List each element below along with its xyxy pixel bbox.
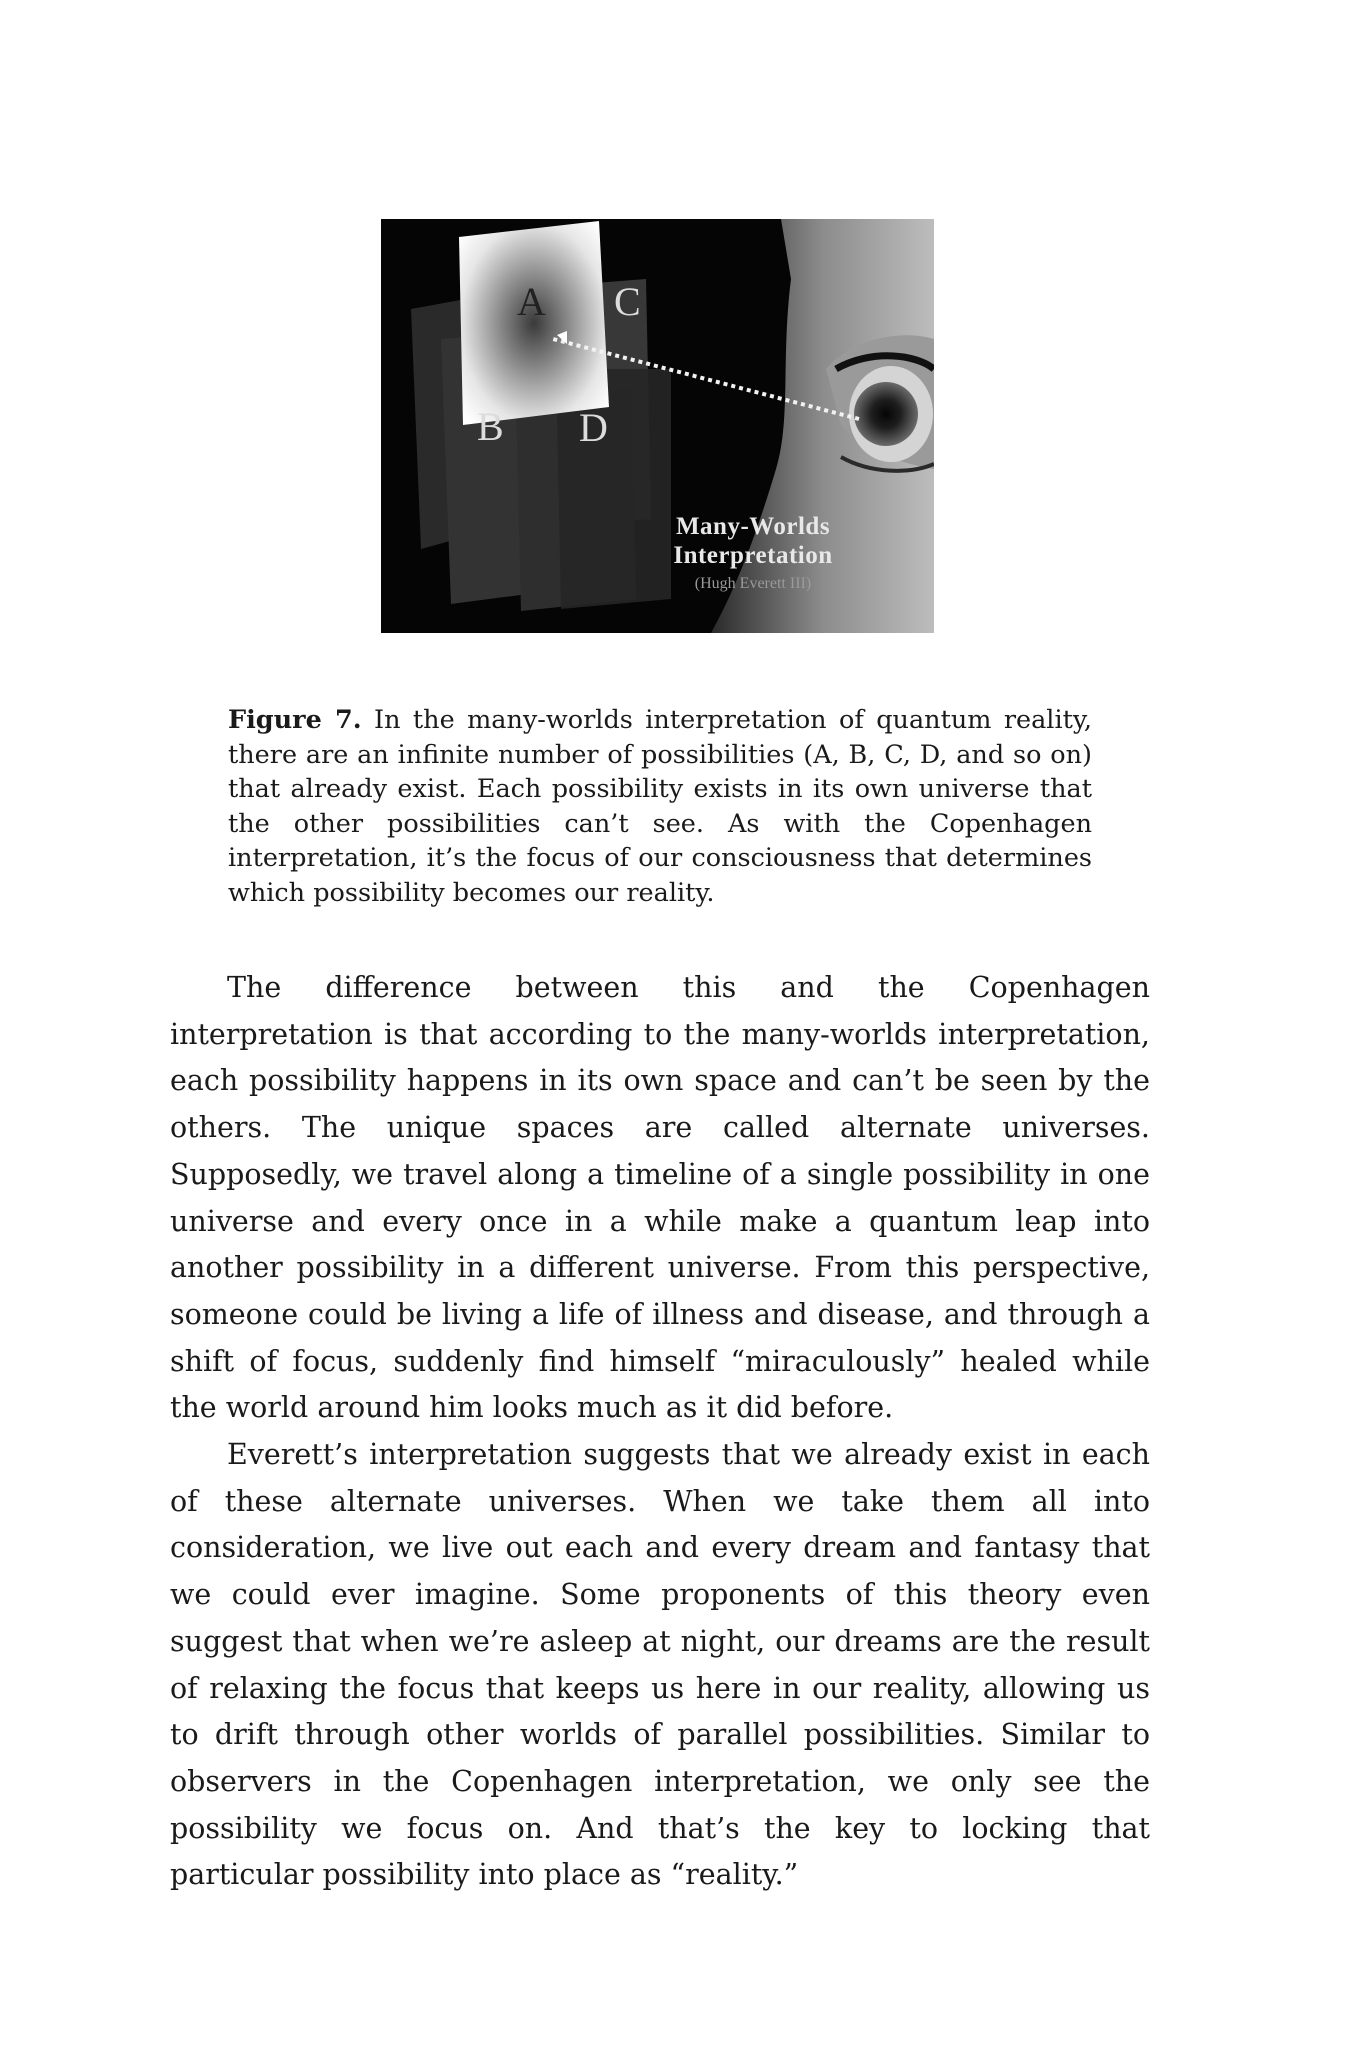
figure-illustration: [381, 219, 934, 633]
label-a: A: [517, 279, 546, 324]
figure-caption: [228, 703, 1092, 910]
eye-iris: [854, 382, 918, 446]
figure-title-line-1: Many-Worlds: [675, 513, 831, 540]
paragraph: Everett’s interpretation suggests that we already exist in each of these alternate universes. When we take them all into consideration, we live out each and every dream and fantasy that we could ever imagine. Some proponents of this theory even suggest that when we’re asleep at night, our dreams are the result of relaxing the focus that keeps us here in our reality, allowing us to drift through other worlds of parallel possibilities. Similar to observers in the Copenhagen interpretation, we only see the possibility we focus on. And that’s the key to locking that particular possibility into place as “reality.”: [170, 1438, 1150, 1892]
label-c: C: [614, 279, 641, 324]
caption-text: In the many-worlds interpretation of quantum reality, there are an infinite number of possibilities (A, B, C, D, and so on) that already exist. Each possibility exists in its own universe that the other possibilities can’t see. As with the Copenhagen interpretation, it’s the focus of our consciousness that determines which possibility becomes our reality.: [228, 705, 1092, 908]
figure-title-line-2: Interpretation: [673, 542, 833, 569]
caption-label: Figure 7.: [228, 705, 362, 735]
figure-title: [623, 512, 883, 570]
body-text: [170, 965, 1150, 1899]
label-b: B: [477, 404, 504, 449]
label-d: D: [579, 405, 608, 450]
figure-subtitle: (Hugh Everett III): [694, 575, 812, 592]
figure-image: [381, 219, 934, 633]
paragraph: The difference between this and the Copenhagen interpretation is that according to the many-worlds interpretation, each possibility happens in its own space and can’t be seen by the others. The unique spaces are called alternate universes. Supposedly, we travel along a timeline of a single possibility in one universe and every once in a while make a quantum leap into another possibility in a different universe. From this perspective, someone could be living a life of illness and disease, and through a shift of focus, suddenly find himself “miraculously” healed while the world around him looks much as it did before.: [170, 971, 1150, 1425]
